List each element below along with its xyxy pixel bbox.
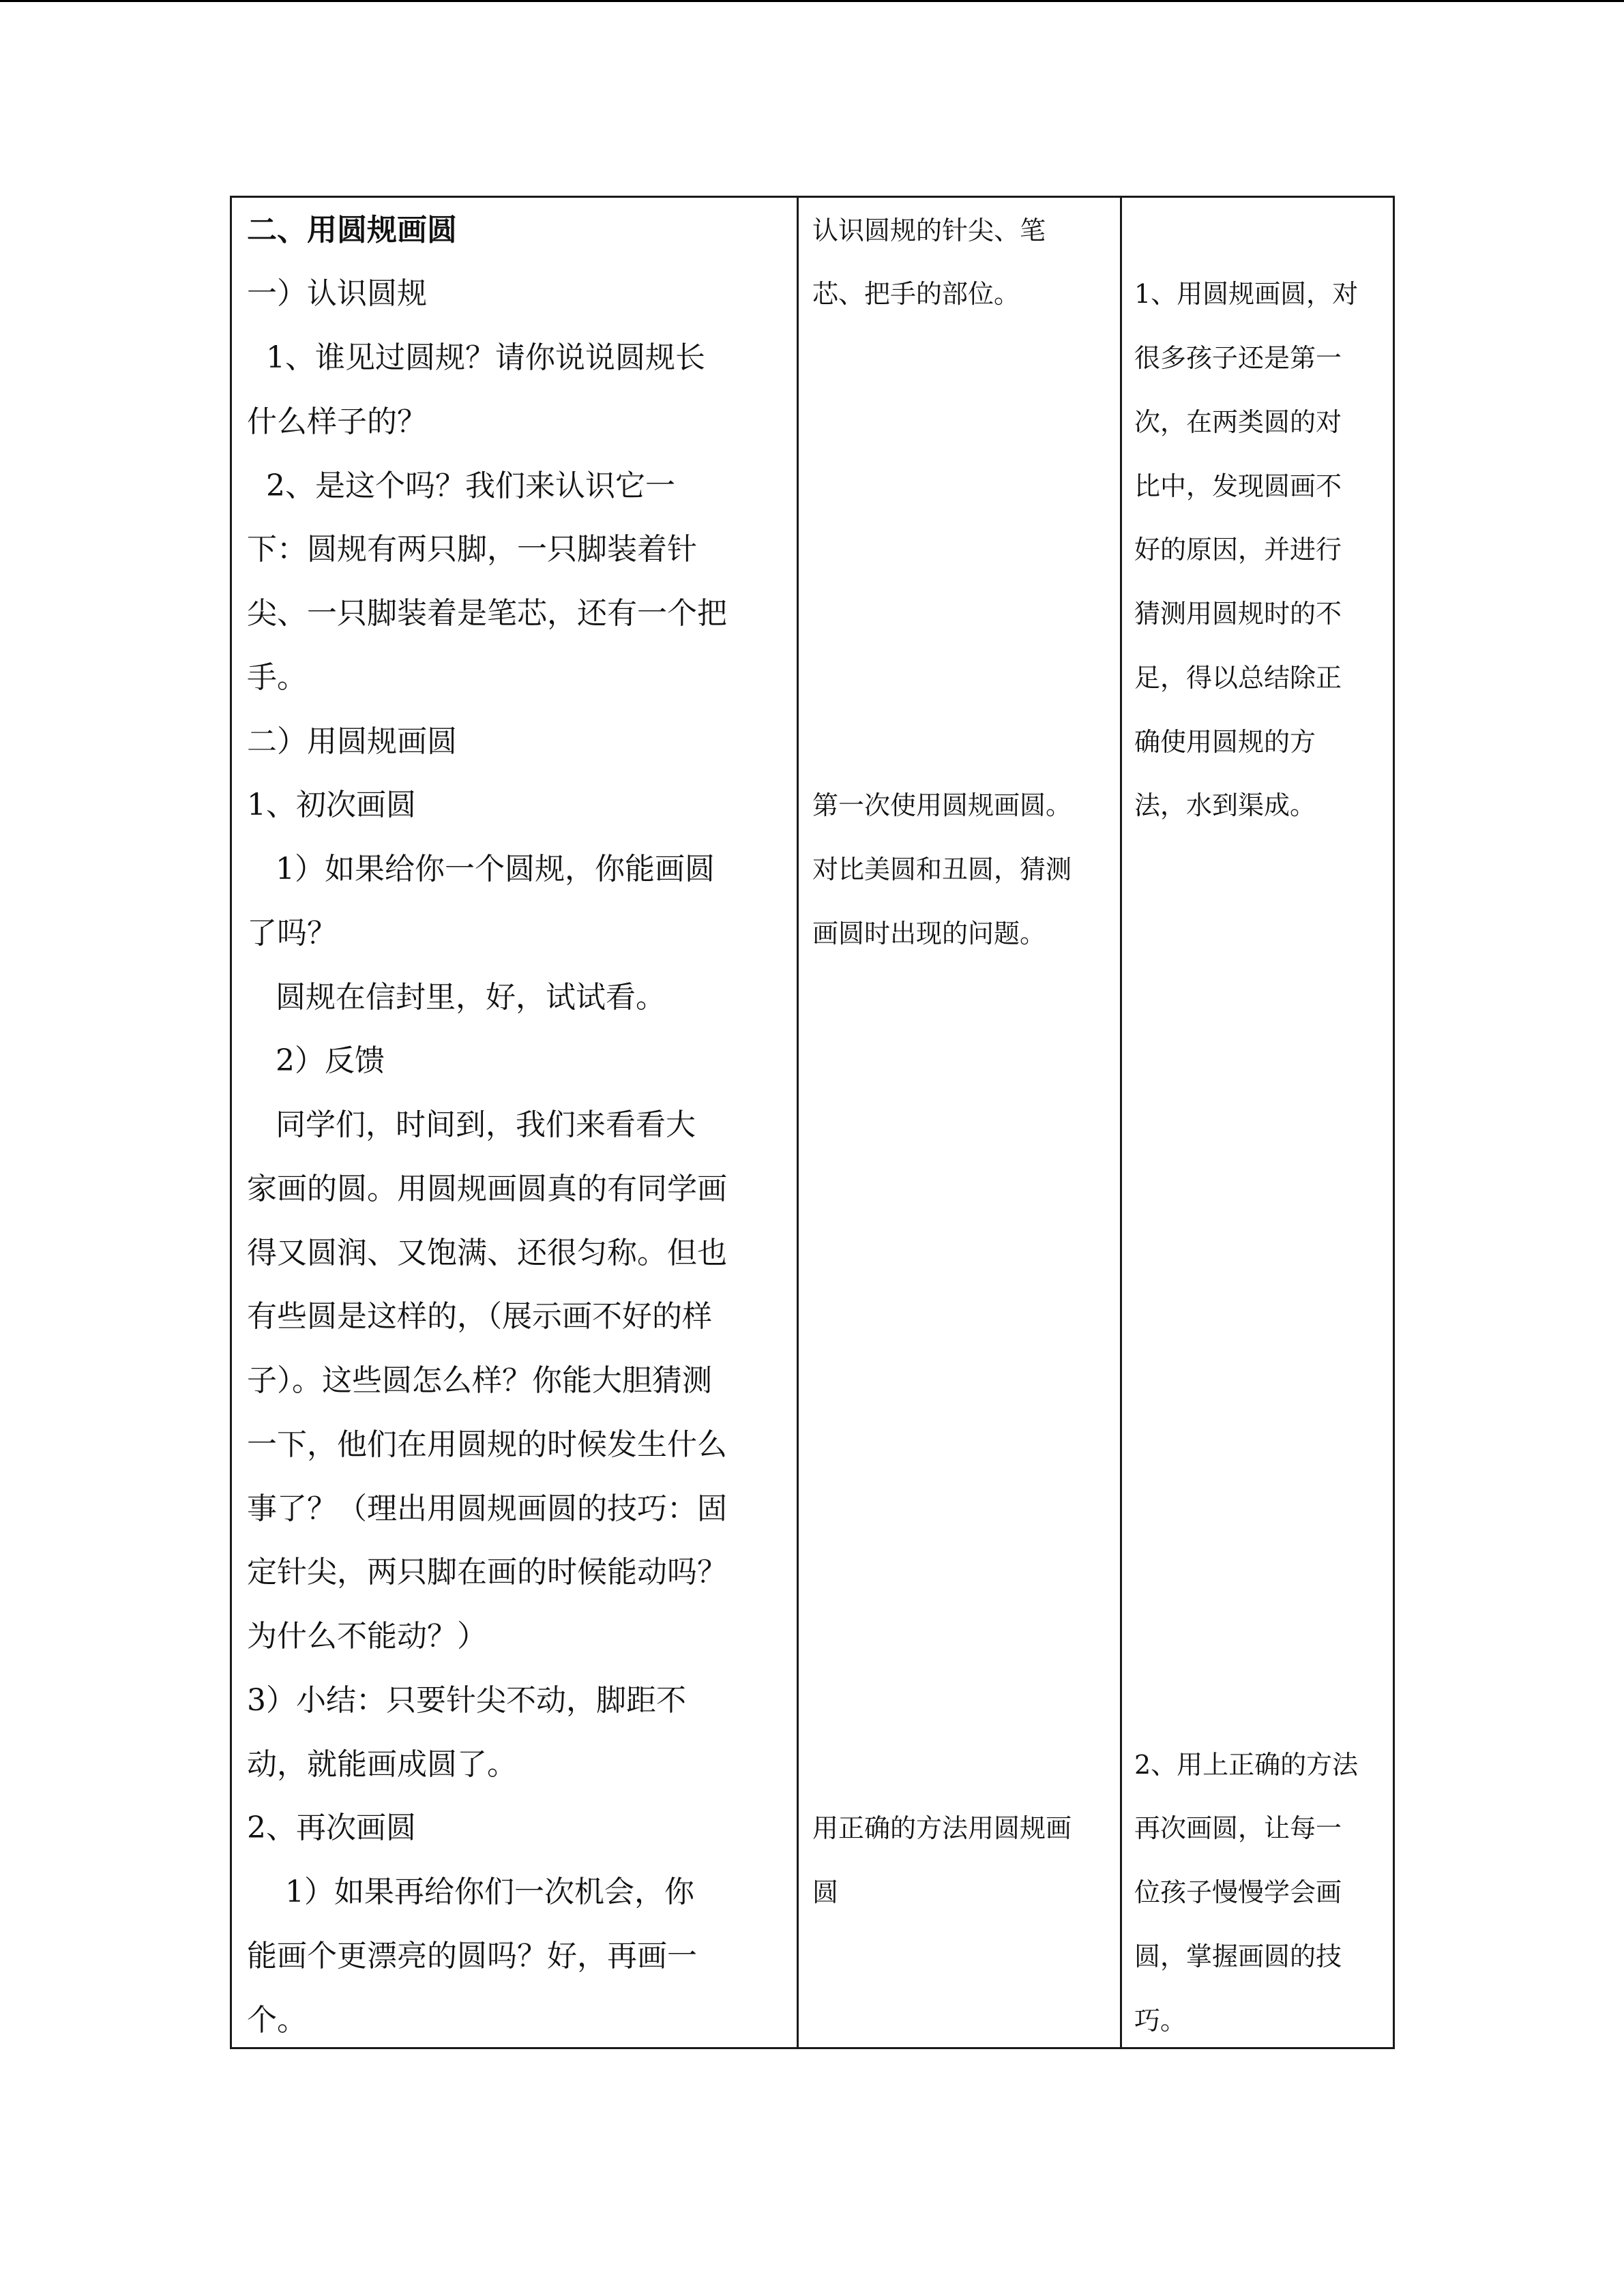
- student-line: 画圆时出现的问题。: [812, 919, 1046, 949]
- student-line: 芯、把手的部位。: [812, 279, 1020, 309]
- student-line: 用正确的方法用圆规画: [812, 1813, 1072, 1843]
- intent-line: 比中，发现圆画不: [1134, 471, 1342, 501]
- process-line: 尖、一只脚装着是笔芯，还有一个把: [247, 596, 727, 631]
- process-line: 同学们，时间到，我们来看看大: [247, 1107, 696, 1142]
- student-line: 第一次使用圆规画圆。: [812, 790, 1072, 820]
- process-line: 下：圆规有两只脚，一只脚装着针: [247, 532, 697, 567]
- process-line: 为什么不能动？）: [247, 1619, 487, 1654]
- process-line: 家画的圆。用圆规画圆真的有同学画: [247, 1172, 727, 1206]
- design-intent-column: [1120, 198, 1397, 2047]
- top-border-line: [0, 0, 1624, 2]
- student-line: 圆: [812, 1877, 839, 1907]
- intent-line: 确使用圆规的方: [1134, 727, 1316, 757]
- process-line: 圆规在信封里，好，试试看。: [247, 980, 666, 1015]
- lesson-plan-table: [230, 196, 1395, 2049]
- intent-line: 2、用上正确的方法: [1134, 1750, 1359, 1780]
- student-activity-column: [797, 198, 1122, 2047]
- process-line: 事了？（理出用圆规画圆的技巧：固: [247, 1491, 727, 1526]
- process-line: 能画个更漂亮的圆吗？好，再画一: [247, 1939, 697, 1973]
- intent-line: 次，在两类圆的对: [1134, 407, 1342, 437]
- intent-line: 很多孩子还是第一: [1134, 343, 1342, 373]
- process-line: 个。: [247, 2003, 307, 2038]
- process-line: 什么样子的？: [247, 404, 427, 439]
- process-line: 一）认识圆规: [247, 276, 427, 311]
- process-line: 1）如果给你一个圆规，你能画圆: [247, 852, 715, 886]
- process-line: 子）。这些圆怎么样？你能大胆猜测: [247, 1363, 712, 1398]
- process-line: 3）小结：只要针尖不动，脚距不: [247, 1683, 686, 1718]
- process-line: 一下，他们在用圆规的时候发生什么: [247, 1427, 727, 1462]
- process-line: 动，就能画成圆了。: [247, 1747, 517, 1782]
- process-line: 2）反馈: [247, 1043, 385, 1078]
- process-line: 1）如果再给你们一次机会，你: [247, 1875, 694, 1909]
- process-line: 得又圆润、又饱满、还很匀称。但也: [247, 1236, 727, 1270]
- intent-line: 足，得以总结除正: [1134, 663, 1342, 693]
- process-line: 定针尖，两只脚在画的时候能动吗？: [247, 1555, 727, 1590]
- process-line: 了吗？: [247, 916, 337, 951]
- intent-line: 再次画圆，让每一: [1134, 1813, 1342, 1843]
- student-line: 对比美圆和丑圆，猜测: [812, 854, 1072, 884]
- intent-line: 巧。: [1134, 2006, 1187, 2036]
- student-line: 认识圆规的针尖、笔: [812, 215, 1046, 245]
- section-heading: 二、用圆规画圆: [247, 213, 457, 248]
- intent-line: 1、用圆规画圆，对: [1134, 279, 1359, 309]
- intent-line: 位孩子慢慢学会画: [1134, 1877, 1342, 1907]
- teaching-process-column: [232, 198, 797, 2047]
- process-line: 1、初次画圆: [247, 788, 416, 822]
- process-line: 有些圆是这样的，（展示画不好的样: [247, 1299, 712, 1334]
- process-line: 1、谁见过圆规？请你说说圆规长: [247, 340, 705, 375]
- intent-line: 猜测用圆规时的不: [1134, 599, 1342, 629]
- process-line: 二）用圆规画圆: [247, 724, 457, 759]
- intent-line: 好的原因，并进行: [1134, 535, 1342, 565]
- intent-line: 法，水到渠成。: [1134, 790, 1316, 820]
- process-line: 2、是这个吗？我们来认识它一: [247, 468, 675, 503]
- process-line: 手。: [247, 660, 307, 695]
- intent-line: 圆，掌握画圆的技: [1134, 1941, 1342, 1971]
- process-line: 2、再次画圆: [247, 1810, 416, 1845]
